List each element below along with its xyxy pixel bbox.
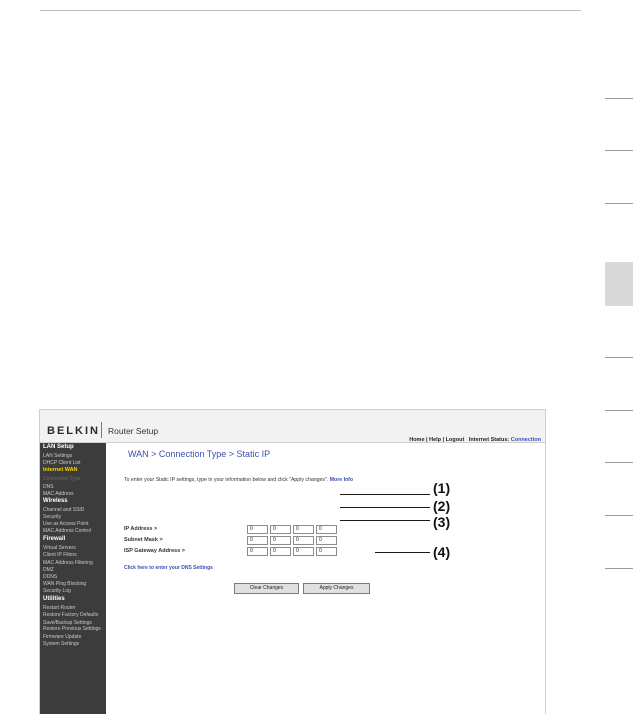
section-tab-marker xyxy=(605,98,633,99)
dns-settings-link[interactable]: Click here to enter your DNS Settings xyxy=(124,565,213,571)
sidebar-item-virtual-servers[interactable]: Virtual Servers xyxy=(43,545,76,551)
top-links: Home | Help | Logout Internet Status: Connection xyxy=(409,437,541,443)
logout-link[interactable]: Logout xyxy=(445,437,465,443)
ip-address-octet-1[interactable]: 0 xyxy=(247,525,268,534)
sidebar-item-system-settings[interactable]: System Settings xyxy=(43,641,80,647)
sidebar-item-restore-previous[interactable]: Restore Previous Settings xyxy=(43,626,101,632)
sidebar-item-client-ip-filters[interactable]: Client IP Filters xyxy=(43,552,77,558)
main-content xyxy=(106,443,545,714)
sidebar-item-mac-address[interactable]: MAC Address xyxy=(43,491,74,497)
callout-line-4 xyxy=(375,552,430,553)
sidebar-item-dhcp-client-list[interactable]: DHCP Client List xyxy=(43,460,81,466)
sidebar xyxy=(40,443,106,714)
clear-changes-button[interactable]: Clear Changes xyxy=(234,583,299,594)
callout-line-1 xyxy=(340,494,430,495)
callout-4: (4) xyxy=(433,544,451,560)
ip-address-octet-3[interactable]: 0 xyxy=(293,525,314,534)
callout-line-2 xyxy=(340,507,430,508)
subnet-mask-octet-3[interactable]: 0 xyxy=(293,536,314,545)
sidebar-item-firmware-update[interactable]: Firmware Update xyxy=(43,634,82,640)
sidebar-category-firewall[interactable]: Firewall xyxy=(43,536,66,542)
sidebar-item-restart-router[interactable]: Restart Router xyxy=(43,605,76,611)
sidebar-item-wan-ping-blocking[interactable]: WAN Ping Blocking xyxy=(43,581,87,587)
sidebar-item-dmz[interactable]: DMZ xyxy=(43,567,54,573)
sidebar-item-ddns[interactable]: DDNS xyxy=(43,574,58,580)
ip-address-octet-2[interactable]: 0 xyxy=(270,525,291,534)
isp-gateway-octet-1[interactable]: 0 xyxy=(247,547,268,556)
sidebar-item-dns[interactable]: DNS xyxy=(43,484,54,490)
help-link[interactable]: Help xyxy=(429,437,442,443)
header-bar xyxy=(40,410,545,443)
section-tab-marker xyxy=(605,357,633,358)
sidebar-item-save-backup[interactable]: Save/Backup Settings xyxy=(43,620,92,626)
isp-gateway-octet-4[interactable]: 0 xyxy=(316,547,337,556)
page-title: WAN > Connection Type > Static IP xyxy=(128,449,271,459)
callout-2: (2) xyxy=(433,498,451,514)
isp-gateway-octet-2[interactable]: 0 xyxy=(270,547,291,556)
internet-status-value: Connection xyxy=(510,437,541,443)
sidebar-item-security-log[interactable]: Security Log xyxy=(43,588,71,594)
sidebar-category-wireless[interactable]: Wireless xyxy=(43,498,68,504)
top-rule xyxy=(40,10,581,11)
ip-address-label: IP Address > xyxy=(124,526,158,532)
sidebar-item-security[interactable]: Security xyxy=(43,514,62,520)
ip-address-octet-4[interactable]: 0 xyxy=(316,525,337,534)
sidebar-category-lan-setup[interactable]: LAN Setup xyxy=(43,444,74,450)
header-divider xyxy=(101,422,102,438)
sidebar-item-restore-defaults[interactable]: Restore Factory Defaults xyxy=(43,612,99,618)
app-title: Router Setup xyxy=(108,426,159,436)
sidebar-item-access-point[interactable]: Use as Access Point xyxy=(43,521,89,527)
section-tab-active xyxy=(605,262,633,306)
sidebar-item-channel-ssid[interactable]: Channel and SSID xyxy=(43,507,85,513)
isp-gateway-octet-3[interactable]: 0 xyxy=(293,547,314,556)
callout-1: (1) xyxy=(433,480,451,496)
section-tab-marker xyxy=(605,462,633,463)
section-tab-marker xyxy=(605,203,633,204)
callout-3: (3) xyxy=(433,514,451,530)
isp-gateway-label: ISP Gateway Address > xyxy=(124,548,185,554)
subnet-mask-octet-1[interactable]: 0 xyxy=(247,536,268,545)
brand-logo: BELKIN xyxy=(47,425,100,437)
sidebar-item-lan-settings[interactable]: LAN Settings xyxy=(43,453,73,459)
sidebar-item-mac-address-control[interactable]: MAC Address Control xyxy=(43,528,92,534)
subnet-mask-octet-4[interactable]: 0 xyxy=(316,536,337,545)
section-tab-marker xyxy=(605,515,633,516)
subnet-mask-label: Subnet Mask > xyxy=(124,537,163,543)
section-tab-marker xyxy=(605,568,633,569)
sidebar-category-internet-wan[interactable]: Internet WAN xyxy=(43,467,78,473)
internet-status-label: Internet Status: xyxy=(468,437,510,443)
subnet-mask-octet-2[interactable]: 0 xyxy=(270,536,291,545)
apply-changes-button[interactable]: Apply Changes xyxy=(303,583,370,594)
router-setup-screenshot xyxy=(40,410,545,714)
intro-instructions: To enter your Static IP settings, type in your information below and click "Apply changes". xyxy=(124,477,329,483)
intro-text xyxy=(124,477,353,483)
callout-line-3 xyxy=(340,520,430,521)
section-tab-marker xyxy=(605,150,633,151)
sidebar-item-mac-filtering[interactable]: MAC Address Filtering xyxy=(43,560,93,566)
sidebar-item-connection-type[interactable]: Connection Type xyxy=(43,476,81,482)
home-link[interactable]: Home xyxy=(409,437,425,443)
more-info-link[interactable]: More Info xyxy=(329,477,354,483)
sidebar-category-utilities[interactable]: Utilities xyxy=(43,596,65,602)
section-tab-marker xyxy=(605,410,633,411)
